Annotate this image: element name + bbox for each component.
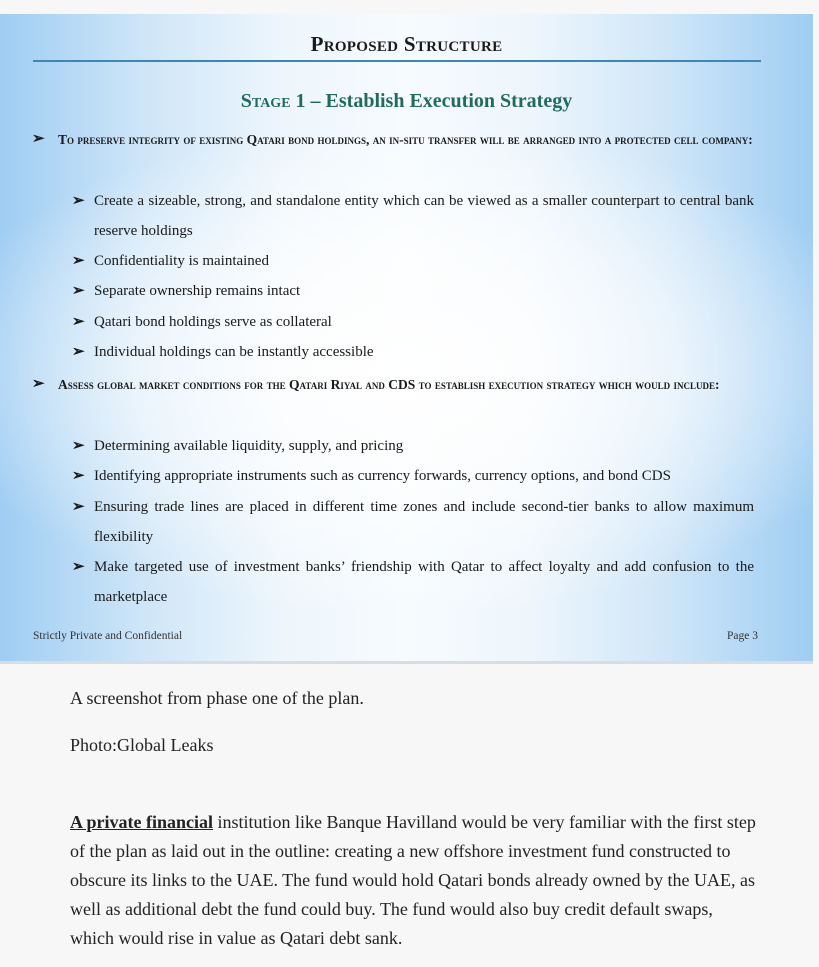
- sub-bullet: [72, 276, 754, 306]
- article-paragraph: [70, 808, 760, 953]
- sub-bullet-text: Separate ownership remains intact: [94, 283, 301, 299]
- arrow-bullet-icon: ➢: [72, 468, 85, 484]
- stage-heading-prefix: Stage 1: [240, 90, 306, 112]
- stage-heading: [0, 90, 813, 113]
- sub-bullet-text: Individual holdings can be instantly accessible: [94, 344, 374, 360]
- arrow-bullet-icon: ➢: [72, 314, 85, 330]
- sub-bullet: [72, 337, 754, 367]
- arrow-bullet-icon: ➢: [72, 193, 85, 209]
- slide-page-number: Page 3: [727, 630, 758, 642]
- sub-bullet-text: Make targeted use of investment banks’ friendship with Qatar to affect loyalty and add confusion to the marketplace: [94, 559, 754, 605]
- slide-title: Proposed Structure: [310, 32, 503, 56]
- arrow-bullet-icon: ➢: [72, 283, 85, 299]
- bullet-text: To preserve integrity of existing Qatari bond holdings, an in-situ transfer will be arranged into a protected cell company:: [58, 132, 753, 147]
- title-divider: [33, 60, 761, 62]
- arrow-bullet-icon: ➢: [72, 438, 85, 454]
- bullet-text: Assess global market conditions for the Qatari Riyal and CDS to establish execution strategy which would include:: [58, 377, 720, 392]
- image-caption: A screenshot from phase one of the plan.: [70, 688, 364, 708]
- sub-bullet-text: Determining available liquidity, supply, and pricing: [94, 438, 404, 454]
- sub-bullet: [72, 552, 754, 612]
- arrow-bullet-icon: ➢: [72, 499, 85, 515]
- sub-bullet-text: Create a sizeable, strong, and standalone entity which can be viewed as a smaller counterpart to central bank reserve holdings: [94, 193, 754, 239]
- arrow-bullet-icon: ➢: [72, 253, 85, 269]
- sub-bullet: [72, 307, 754, 337]
- arrow-bullet-icon: ➢: [32, 131, 45, 147]
- arrow-bullet-icon: ➢: [72, 559, 85, 575]
- stage-heading-rest: – Establish Execution Strategy: [305, 90, 573, 112]
- article-body-text: institution like Banque Havilland would be very familiar with the first step of the plan as laid out in the outline: creating a new offshore investment fund constructed to obscure its links to the UAE. The fund would hold Qatari bonds already owned by the UAE, as well as additional debt the fund could buy. The fund would also buy credit default swaps, which would rise in value as Qatari debt sank.: [70, 812, 756, 948]
- sub-bullet: [72, 431, 754, 461]
- sub-bullet-text: Ensuring trade lines are placed in different time zones and include second-tier banks to allow maximum flexibility: [94, 499, 754, 545]
- sub-bullet: [72, 186, 754, 246]
- sub-bullet: [72, 461, 754, 491]
- bullet-preserve-integrity: [32, 124, 756, 155]
- arrow-bullet-icon: ➢: [72, 344, 85, 360]
- slide-footer-confidential: Strictly Private and Confidential: [33, 630, 183, 642]
- arrow-bullet-icon: ➢: [32, 376, 45, 392]
- sub-bullet: [72, 492, 754, 552]
- photo-credit: Photo:Global Leaks: [70, 735, 214, 755]
- sub-bullet-text: Identifying appropriate instruments such as currency forwards, currency options, and bond CDS: [94, 468, 671, 484]
- embedded-slide: [0, 14, 813, 664]
- bullet-assess-market: [32, 369, 756, 400]
- sub-bullet-text: Qatari bond holdings serve as collateral: [94, 314, 332, 330]
- article-link[interactable]: A private financial: [70, 812, 213, 832]
- sub-bullet-text: Confidentiality is maintained: [94, 253, 269, 269]
- sub-bullet: [72, 246, 754, 276]
